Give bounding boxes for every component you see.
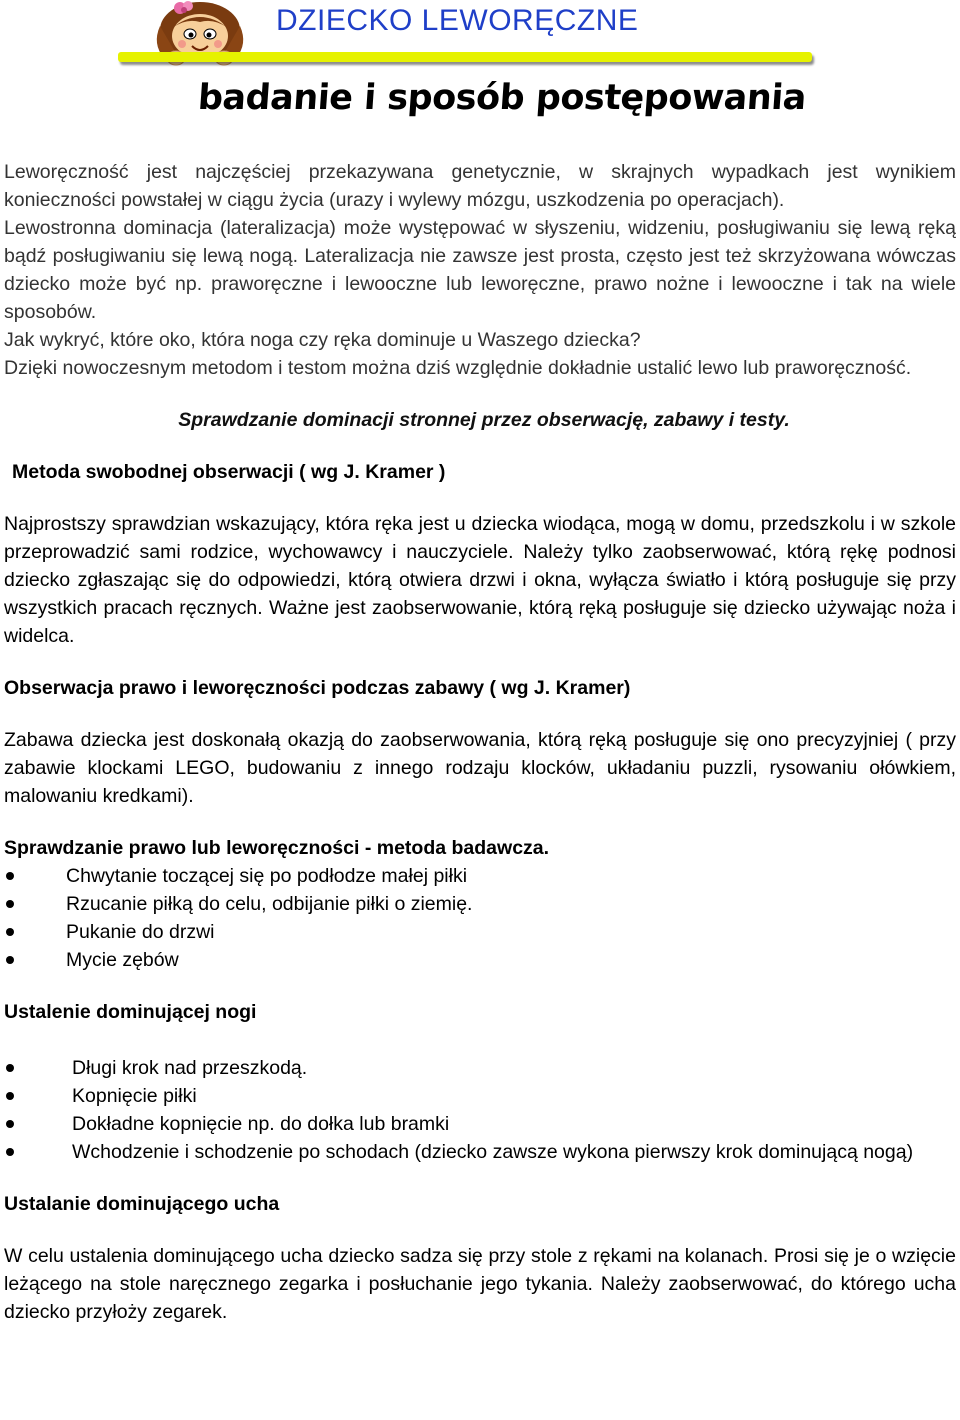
intro-paragraph: Leworęczność jest najczęściej przekazywana genetycznie, w skrajnych wypadkach jest wynikiem konieczności powstałej w ciągu życia (urazy i wylewy mózgu, uszkodzenia po operacjach).: [4, 161, 956, 211]
bullet-list: [4, 862, 956, 974]
section-heading: Metoda swobodnej obserwacji ( wg J. Kramer ): [12, 461, 446, 483]
list-item-text: Rzucanie piłką do celu, odbijanie piłki o ziemię.: [66, 893, 473, 915]
list-item-text: Kopnięcie piłki: [72, 1085, 197, 1107]
bullet-icon: [6, 1120, 14, 1128]
intro-paragraph: Dzięki nowoczesnym metodom i testom można dziś względnie dokładnie ustalić lewo lub praworęczność.: [4, 357, 912, 379]
list-item-text: Wchodzenie i schodzenie po schodach (dziecko zawsze wykona pierwszy krok dominującą nogą): [72, 1141, 914, 1163]
list-item-text: Długi krok nad przeszkodą.: [72, 1057, 308, 1079]
section-paragraph: Najprostszy sprawdzian wskazujący, która ręka jest u dziecka wiodąca, mogą w domu, przedszkolu i w szkole przeprowadzić sami rodzice, wychowawcy i nauczyciele. Należy tylko zaobserwować, którą rękę podnosi dziecko zgłaszając się do odpowiedzi, którą otwiera drzwi i okna, wyłącza światło i którą posługuje się przy wszystkich pracach ręcznych. Ważne jest zaobserwowanie, którą ręką posługuje się dziecko używając noża i widelca.: [4, 513, 956, 647]
page-title: DZIECKO LEWORĘCZNE: [276, 4, 639, 37]
intro-paragraph: Lewostronna dominacja (lateralizacja) może występować w słyszeniu, widzeniu, posługiwaniu się lewą ręką bądź posługiwaniu się lewą nogą. Lateralizacja nie zawsze jest prosta, często jest też skrzyżowana wówczas dziecko może być np. praworęczne i lewooczne lub leworęczne, prawo nożne i lewooczne i tak na wiele sposobów.: [4, 217, 956, 323]
list-item: [4, 1082, 956, 1110]
section-heading: Ustalenie dominującej nogi: [4, 1001, 257, 1023]
list-item: [4, 1138, 956, 1166]
bullet-icon: [6, 1092, 14, 1100]
list-item-text: Dokładne kopnięcie np. do dołka lub bramki: [72, 1113, 450, 1135]
section-heading: Sprawdzanie prawo lub leworęczności - metoda badawcza.: [4, 837, 550, 859]
list-item: [4, 946, 956, 974]
list-item: [4, 862, 956, 890]
list-item: [4, 890, 956, 918]
section-heading: Obserwacja prawo i leworęczności podczas zabawy ( wg J. Kramer): [4, 677, 631, 699]
list-item: [4, 1054, 956, 1082]
list-item-text: Mycie zębów: [66, 949, 179, 971]
section-paragraph: Zabawa dziecka jest doskonałą okazją do zaobserwowania, którą ręką posługuje się ono precyzyjniej ( przy zabawie klockami LEGO, budowaniu z innego rodzaju klocków, układaniu puzzli, rysowaniu ołówkiem, malowaniu kredkami).: [4, 729, 956, 807]
list-item-text: Chwytanie toczącej się po podłodze małej piłki: [66, 865, 468, 887]
page-subtitle: badanie i sposób postępowania: [196, 78, 808, 118]
title-underline: [118, 52, 812, 62]
bullet-icon: [6, 1064, 14, 1072]
list-item: [4, 1110, 956, 1138]
section-paragraph: W celu ustalenia dominującego ucha dziecko sadza się przy stole z rękami na kolanach. Prosi się je o wzięcie leżącego na stole naręcznego zegarka i posłuchanie jego tykania. Należy zaobserwować, do którego ucha dziecko przyłoży zegarek.: [4, 1245, 956, 1323]
header: [0, 0, 960, 80]
list-item-text: Pukanie do drzwi: [66, 921, 215, 943]
bullet-icon: [6, 872, 14, 880]
section-heading: Ustalanie dominującego ucha: [4, 1193, 280, 1215]
bullet-list: [4, 1054, 956, 1166]
bullet-icon: [6, 956, 14, 964]
bullet-icon: [6, 928, 14, 936]
intro-block: [4, 158, 956, 382]
section-heading-centered: Sprawdzanie dominacji stronnej przez obserwację, zabawy i testy.: [178, 409, 790, 431]
intro-paragraph: Jak wykryć, które oko, która noga czy ręka dominuje u Waszego dziecka?: [4, 329, 641, 351]
document-body: [4, 158, 956, 1326]
bullet-icon: [6, 1148, 14, 1156]
list-item: [4, 918, 956, 946]
bullet-icon: [6, 900, 14, 908]
